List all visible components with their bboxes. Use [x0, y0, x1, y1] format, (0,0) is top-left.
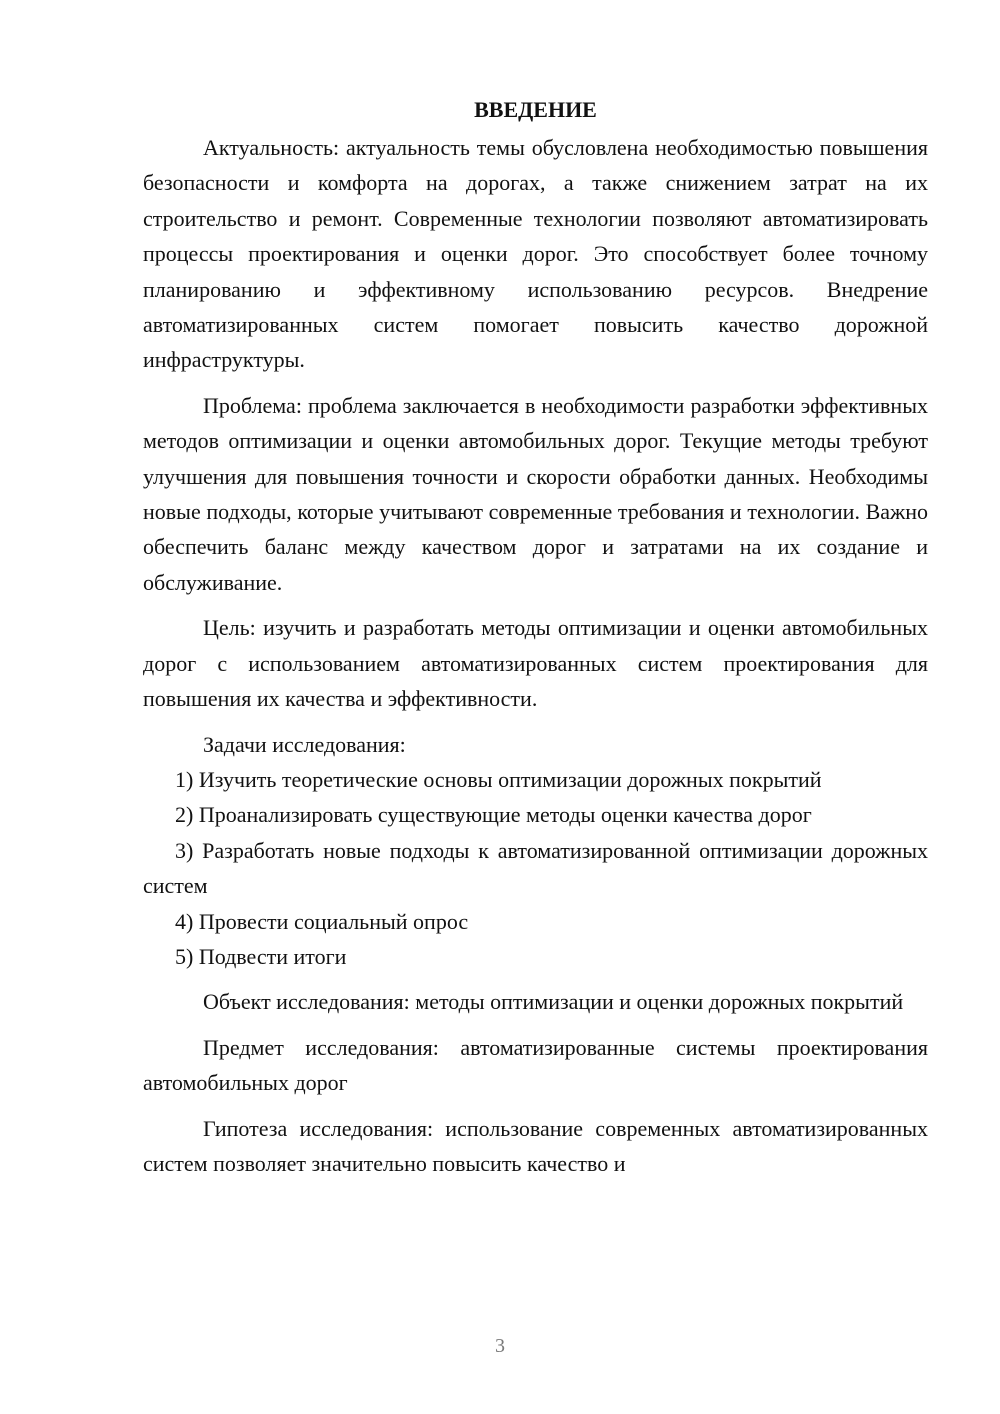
object-paragraph: Объект исследования: методы оптимизации и оценки дорожных покрытий [203, 989, 904, 1015]
task-item-4: 4) Провести социальный опрос [175, 908, 469, 934]
relevance-paragraph: Актуальность: актуальность темы обусловлена необходимостью повышения безопасности и комфорта на дорогах, а также снижением затрат на их строительство и ремонт. Современные технологии позволяют автоматизировать процессы проектирования и оценки дорог. Это способствует более точному планированию и эффективному использованию ресурсов. Внедрение автоматизированных систем помогает повысить качество дорожной инфраструктуры. [143, 135, 928, 373]
subject-paragraph: Предмет исследования: автоматизированные системы проектирования автомобильных дорог [143, 1034, 928, 1096]
task-item-3: 3) Разработать новые подходы к автоматизированной оптимизации дорожных систем [143, 837, 928, 899]
goal-paragraph: Цель: изучить и разработать методы оптимизации и оценки автомобильных дорог с использованием автоматизированных систем проектирования для повышения их качества и эффективности. [143, 615, 928, 712]
task-item-1: 1) Изучить теоретические основы оптимизации дорожных покрытий [175, 766, 822, 792]
section-title: ВВЕДЕНИЕ [474, 97, 597, 122]
task-item-2: 2) Проанализировать существующие методы оценки качества дорог [175, 802, 812, 828]
page-content [143, 94, 928, 1181]
hypothesis-paragraph: Гипотеза исследования: использование современных автоматизированных систем позволяет значительно повысить качество и [143, 1115, 928, 1176]
task-item-5: 5) Подвести итоги [175, 943, 347, 969]
page-number: 3 [495, 1335, 505, 1357]
problem-paragraph: Проблема: проблема заключается в необходимости разработки эффективных методов оптимизации и оценки автомобильных дорог. Текущие методы требуют улучшения для повышения точности и скорости обработки данных. Необходимы новые подходы, которые учитывают современные требования и технологии. Важно обеспечить баланс между качеством дорог и затратами на их создание и обслуживание. [143, 392, 928, 595]
tasks-heading: Задачи исследования: [203, 731, 406, 757]
